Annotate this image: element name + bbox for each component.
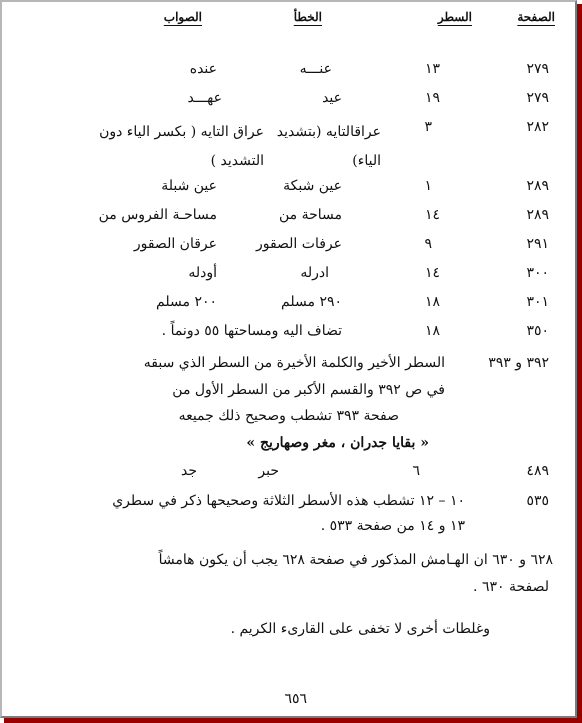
row-error: تضاف اليه ومساحتها ٥٥ دونماً .: [161, 323, 342, 339]
row-page: ٤٨٩: [526, 463, 549, 479]
note-392-line: في ص ٣٩٢ والقسم الأكبر من السطر الأول من: [172, 382, 445, 398]
note-392-line: صفحة ٣٩٣ تشطب وصحيح ذلك جميعه: [178, 408, 399, 424]
note-535-line: ١٠ – ١٢ تشطب هذه الأسطر الثلاثة وصحيحها ذكر في سطري: [112, 493, 465, 509]
row-correct: مساحـة الفروس من: [98, 207, 217, 223]
page-shadow-right: [577, 4, 582, 723]
row-page: ٢٨٢: [526, 119, 549, 135]
header-error: الخطأ: [293, 10, 322, 24]
row-line: ١: [424, 178, 432, 194]
row-page: ٢٧٩: [526, 90, 549, 106]
row-page: ٢٨٩: [526, 178, 549, 194]
row-line: ١٨: [424, 323, 440, 339]
row-line: ١٤: [424, 207, 440, 223]
note-392-line: « بقايا جدران ، مغر وصهاريج »: [246, 435, 429, 451]
note-628-line: لصفحة ٦٣٠ .: [473, 579, 549, 595]
row-correct: أودله: [188, 265, 217, 281]
row-line: ١٨: [424, 294, 440, 310]
row-page: ٣٠١: [526, 294, 549, 310]
row-page: ٣٠٠: [526, 265, 549, 281]
row-correct: عنده: [189, 61, 217, 77]
row-line: ١٤: [424, 265, 440, 281]
row-page: ٢٧٩: [526, 61, 549, 77]
row-error: ٢٩٠ مسلم: [281, 294, 342, 310]
row-correct: عهـــد: [187, 90, 222, 106]
row-error: ادرله: [300, 265, 329, 281]
row-line: ٩: [424, 236, 432, 252]
page-number: ٦٥٦: [284, 691, 307, 707]
row-error: عيد: [322, 90, 342, 106]
note-392-pages: ٣٩٢ و ٣٩٣: [488, 355, 549, 371]
note-628-line: ٦٢٨ و ٦٣٠ ان الهـامش المذكور في صفحة ٦٢٨ يجب أن يكون هامشاً: [158, 552, 553, 568]
note-535-line: ١٣ و ١٤ من صفحة ٥٣٣ .: [320, 518, 465, 534]
header-correct: الصواب: [163, 10, 202, 24]
row-correct: جد: [180, 463, 197, 479]
row-page: ٢٨٩: [526, 207, 549, 223]
row-error: عين شبكة: [283, 178, 342, 194]
row-error: عراقالتايه (بتشديد الياء): [276, 124, 381, 169]
row-line: ١٩: [424, 90, 440, 106]
row-page: ٢٩١: [526, 236, 549, 252]
row-error: حبر: [258, 463, 279, 479]
row-correct: عرقان الصقور: [133, 236, 217, 252]
page-shadow-bottom: [4, 718, 582, 723]
row-correct: عراق التايه ( بكسر الياء دون التشديد ): [99, 124, 264, 169]
row-line: ٦: [412, 463, 420, 479]
closing-note: وغلطات أخرى لا تخفى على القارىء الكريم .: [230, 621, 490, 637]
row-correct: عين شبلة: [161, 178, 217, 194]
row-error: عنـــه: [299, 61, 332, 77]
row-line: ٣: [424, 119, 432, 135]
row-line: ١٣: [424, 61, 440, 77]
note-392-line: السطر الأخير والكلمة الأخيرة من السطر الذي سبقه: [143, 355, 445, 371]
row-correct: ٢٠٠ مسلم: [156, 294, 217, 310]
note-535-page: ٥٣٥: [526, 493, 549, 509]
header-page: الصفحة: [517, 10, 555, 24]
header-line: السطر: [437, 10, 472, 24]
row-page: ٣٥٠: [526, 323, 549, 339]
row-error: عرفات الصقور: [255, 236, 342, 252]
row-error: مساحة من: [278, 207, 342, 223]
